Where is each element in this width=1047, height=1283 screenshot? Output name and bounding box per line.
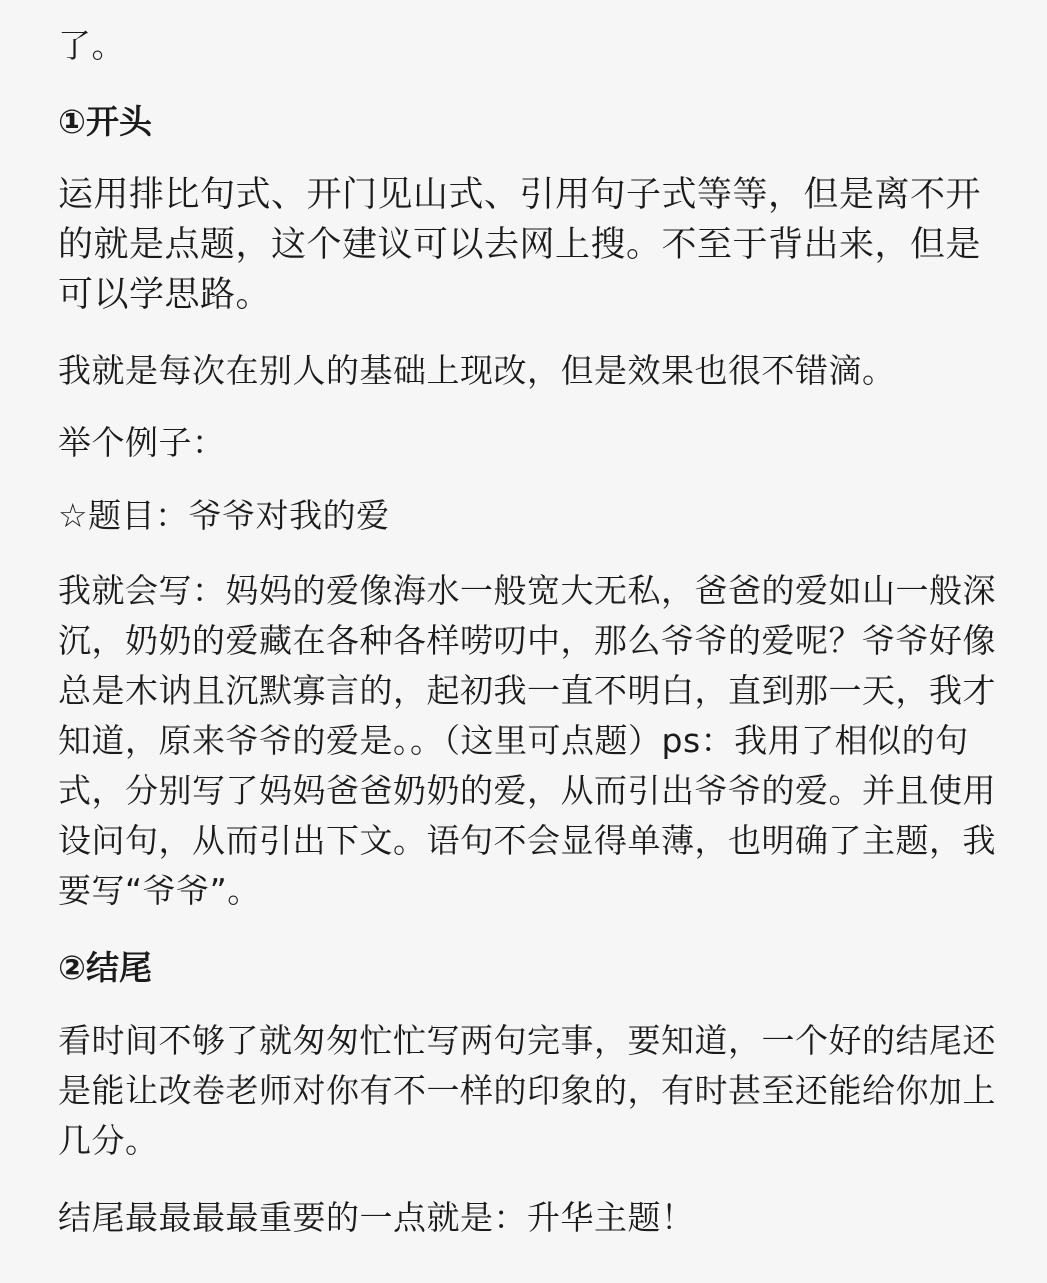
paragraph-ending-advice: 看时间不够了就匆匆忙忙写两句完事，要知道，一个好的结尾还是能让改卷老师对你有不一样的印象的，有时甚至还能给你加上几分。 (58, 1021, 996, 1160)
paragraph-opening-methods: 运用排比句式、开门见山式、引用句子式等等，但是离不开的就是点题，这个建议可以去网上搜。不至于背出来，但是可以学思路。 (58, 175, 982, 315)
text-line-top: 了。 (58, 26, 125, 65)
example-title: ☆题目：爷爷对我的爱 (58, 496, 390, 535)
section-heading-opening: ①开头 (58, 102, 152, 141)
paragraph-example-intro: 举个例子： (58, 423, 226, 462)
section-heading-ending: ②结尾 (58, 948, 152, 987)
paragraph-example-text: 我就会写：妈妈的爱像海水一般宽大无私，爸爸的爱如山一般深沉，奶奶的爱藏在各种各样唠叨中，那么爷爷的爱呢？爷爷好像总是木讷且沉默寡言的，起初我一直不明白，直到那一天，我才知道，原来爷爷的爱是。。（这里可点题）ps：我用了相似的句式，分别写了妈妈爸爸奶奶的爱，从而引出爷爷的爱。并且使用设问句，从而引出下文。语句不会显得单薄，也明确了主题，我要写“爷爷”。 (58, 571, 996, 910)
paragraph-own-method: 我就是每次在别人的基础上现改，但是效果也很不错滴。 (58, 351, 896, 390)
paragraph-ending-key-point: 结尾最最最最重要的一点就是：升华主题！ (58, 1198, 695, 1237)
